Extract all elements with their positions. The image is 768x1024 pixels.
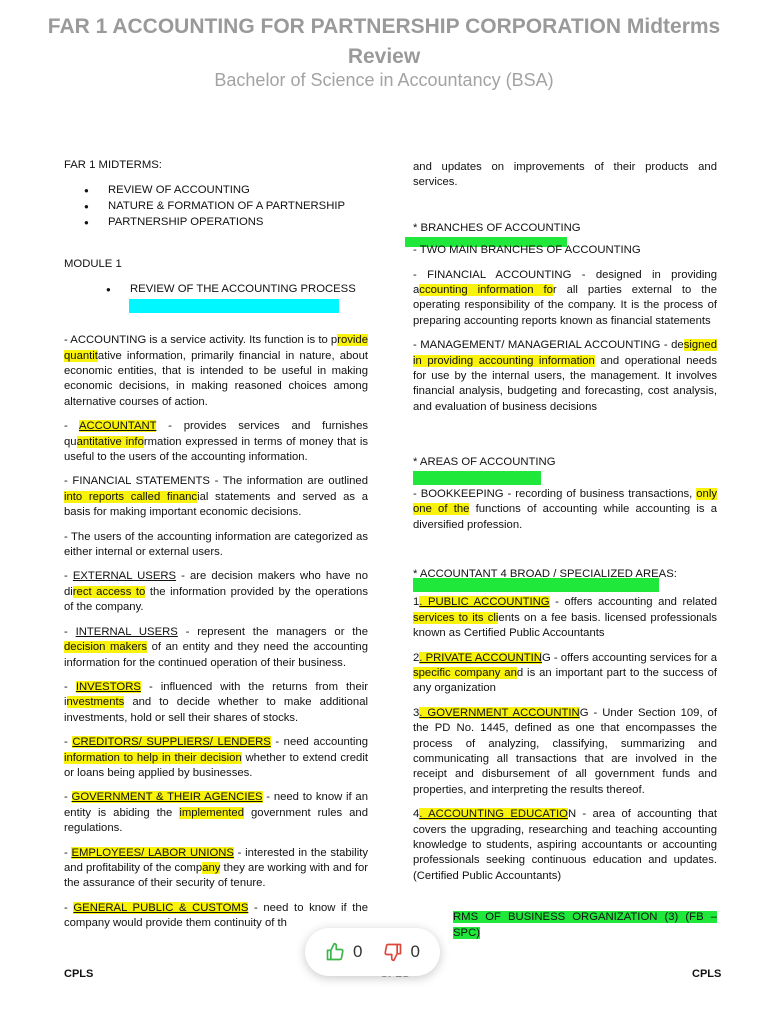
- document-subtitle: Bachelor of Science in Accountancy (BSA): [214, 70, 554, 90]
- midterms-heading: FAR 1 MIDTERMS:: [64, 159, 162, 171]
- reaction-bar: [305, 928, 440, 976]
- paragraph: - EXTERNAL USERS - are decision makers who have no direct access to the information provided by the operations of the company.: [64, 570, 368, 614]
- list-item: ● REVIEW OF THE ACCOUNTING PROCESS: [130, 282, 368, 298]
- paragraph: - ACCOUNTING is a service activity. Its function is to provide quantitative information, primarily financial in nature, about economic entities, that is intended to be useful in making economic decisions, in making reasoned choices among alternative courses of action.: [64, 334, 368, 408]
- like-button[interactable]: [325, 942, 362, 962]
- green-highlight-bar: [413, 471, 541, 485]
- two-branches-heading: - TWO MAIN BRANCHES OF ACCOUNTING: [413, 244, 641, 257]
- paragraph: - CREDITORS/ SUPPLIERS/ LENDERS - need accounting information to help in their decision whether to extend credit or loans being applied by businesses.: [64, 736, 369, 779]
- list-item: ● REVIEW OF ACCOUNTING: [108, 183, 368, 199]
- topic-list: [64, 183, 368, 230]
- module-heading: MODULE 1: [64, 258, 122, 271]
- branches-heading: * BRANCHES OF ACCOUNTING: [413, 221, 581, 234]
- paragraph: - EMPLOYEES/ LABOR UNIONS - interested in the stability and profitability of the company they are working with and for the assurance of their security of tenure.: [64, 846, 369, 890]
- list-item: ● NATURE & FORMATION OF A PARTNERSHIP: [108, 199, 368, 215]
- paragraph: - ACCOUNTANT - provides services and furnishes quantitative information expressed in terms of money that is useful to the users of the accounting information.: [64, 420, 368, 464]
- forms-heading: RMS OF BUSINESS ORGANIZATION (3) (FB – SPC): [453, 911, 717, 939]
- document-title: FAR 1 ACCOUNTING FOR PARTNERSHIP CORPORATION Midterms Review: [47, 15, 721, 68]
- right-column: [413, 160, 717, 950]
- paragraph: 2. PRIVATE ACCOUNTING - offers accounting services for a specific company and is an important part to the success of any organization: [413, 651, 717, 695]
- paragraph: - FINANCIAL STATEMENTS - The information are outlined into reports called financial statements and served as a basis for making important economic decisions.: [64, 475, 368, 519]
- paragraph: 1. PUBLIC ACCOUNTING - offers accounting and related services to its clients on a fee basis. licensed professionals known as Certified Public Accountants: [413, 596, 717, 640]
- footer-left: CPLS: [64, 968, 94, 980]
- paragraph: - INTERNAL USERS - represent the managers or the decision makers of an entity and they need the accounting information for the continued operation of their business.: [64, 625, 369, 669]
- cyan-highlight-bar: [129, 299, 339, 313]
- like-count: 0: [353, 942, 363, 961]
- footer-right: CPLS: [692, 968, 722, 980]
- dislike-button[interactable]: [383, 942, 420, 962]
- paragraph: - MANAGEMENT/ MANAGERIAL ACCOUNTING - designed in providing accounting information and operational needs for use by the internal users, the management. It involves financial analysis, budgeting and forecasting, cost analysis, and evaluation of business decisions: [413, 339, 717, 413]
- areas-heading: * AREAS OF ACCOUNTING: [413, 456, 556, 469]
- list-item: ● PARTNERSHIP OPERATIONS: [108, 215, 368, 231]
- paragraph: - GOVERNMENT & THEIR AGENCIES - need to know if an entity is abiding the implemented government rules and regulations.: [64, 791, 368, 835]
- paragraph: - The users of the accounting information are categorized as either internal or external users.: [64, 530, 368, 559]
- paragraph: - FINANCIAL ACCOUNTING - designed in providing accounting information for all parties external to the operating responsibility of the company. It is the process of preparing accounting reports known as financial statements: [413, 268, 717, 327]
- broad-areas-heading: * ACCOUNTANT 4 BROAD / SPECIALIZED AREAS:: [413, 567, 677, 580]
- paragraph: - BOOKKEEPING - recording of business transactions, only one of the functions of accounting while accounting is a diversified profession.: [413, 487, 717, 531]
- paragraph: 4. ACCOUNTING EDUCATION - area of accounting that covers the upgrading, researching and teaching accounting knowledge to students, aspiring accountants or accounting professionals seeking continuous education and updates. (Certified Public Accountants): [413, 808, 717, 882]
- paragraph: and updates on improvements of their products and services.: [413, 161, 717, 189]
- thumbs-up-icon: [325, 942, 345, 962]
- paragraph: - GENERAL PUBLIC & CUSTOMS - need to know if the company would provide them continuity of th: [64, 901, 369, 930]
- thumbs-down-icon: [383, 942, 403, 962]
- left-column: [64, 158, 368, 941]
- paragraph: - INVESTORS - influenced with the returns from their investments and to decide whether to make additional investments, hold or sell their shares of stocks.: [64, 680, 368, 724]
- paragraph: 3. GOVERNMENT ACCOUNTING - Under Section 109, of the PD No. 1445, defined as one that encompasses the process of analyzing, classifying, summarizing and communicating all transactions that are involved in the receipt and disbursement of all government funds and properties, and interpreting the results thereof.: [413, 706, 717, 796]
- module-list: [64, 282, 368, 298]
- dislike-count: 0: [410, 942, 420, 961]
